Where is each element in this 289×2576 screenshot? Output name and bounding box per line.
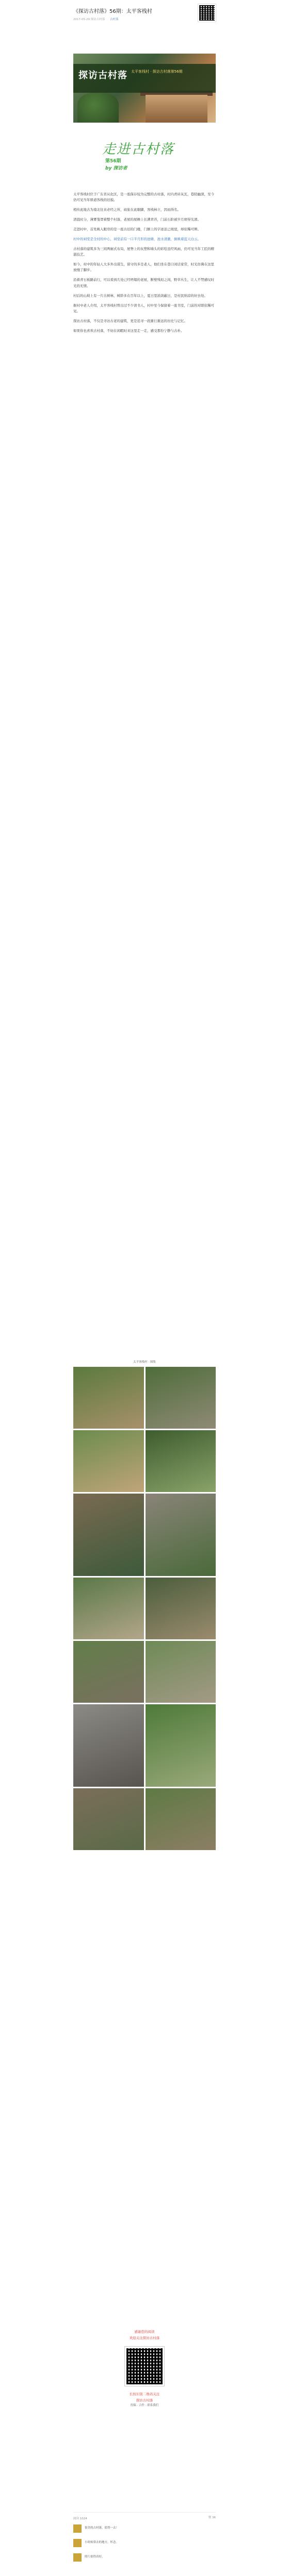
calligraphy-script: 走进古村落	[102, 142, 175, 157]
banner-image	[73, 54, 216, 123]
comment-list	[73, 2524, 216, 2568]
photo[interactable]	[73, 1494, 144, 1576]
footer-line: 欢迎关注探访古村落	[129, 2336, 160, 2341]
wall-image	[146, 95, 207, 123]
photo[interactable]	[146, 1578, 216, 1639]
photo[interactable]	[146, 1430, 216, 1492]
comment-item	[73, 2539, 216, 2547]
paragraph: 如果你也喜欢古村落，不妨在闲暇时来这里走一走，感受那份宁静与古朴。	[73, 328, 184, 333]
paragraph: 村中的祠堂是全村的中心，祠堂前有一口半月形的池塘，池水清澈，倒映着蓝天白云。	[73, 237, 201, 242]
like-button[interactable]: 赞 36	[208, 2516, 216, 2519]
avatar	[73, 2524, 82, 2533]
comment-text: 小时候常去的地方，怀念。	[85, 2541, 119, 2545]
paragraph: 清晨时分，薄雾笼罩着整个村落，老屋的屋檐上长满青苔，门前石阶被岁月磨得光滑。	[73, 217, 201, 222]
comment-text: 很美的古村落，值得一去！	[85, 2527, 119, 2530]
paragraph: 走进村中，首先映入眼帘的是一座古旧的门楼，门额上的字迹虽已斑驳，却依稀可辨。	[73, 227, 201, 232]
paragraph: 太平客栈村位于广东省从化区，是一座保存较为完整的古村落，村内青砖灰瓦，巷陌幽深，至今仍可见当年驿道客栈的旧貌。	[73, 192, 214, 202]
qr-code-icon[interactable]	[198, 4, 216, 22]
banner-title: 探访古村落	[78, 70, 127, 81]
article-date: 2017-05-29 探访古村落	[73, 18, 105, 21]
photo[interactable]	[146, 1788, 216, 1850]
paragraph: 沿着青石板路前行，可以看到几处已经坍塌的老屋，断壁残垣之间，野草丛生，让人不禁感叹时光的无情。	[73, 278, 214, 288]
photo[interactable]	[73, 1788, 144, 1850]
photo[interactable]	[146, 1494, 216, 1576]
divider	[73, 2512, 216, 2513]
photo[interactable]	[73, 1641, 144, 1703]
account-link[interactable]: 古村落	[109, 18, 119, 21]
photo[interactable]	[73, 1430, 144, 1492]
banner-subtitle: 太平客栈村 · 探访古村落第56期	[131, 70, 183, 74]
comment-text: 照片拍得真好。	[85, 2555, 105, 2559]
photo-gallery	[73, 1360, 216, 1850]
paragraph: 探访古村落，不仅是寻访古老的建筑，更是追寻一段渐行渐远的历史与记忆。	[73, 318, 187, 323]
paragraph: 如今，村中的年轻人大多外出谋生，留守的多是老人，他们坐在巷口闲话家常，时光仿佛在这里放慢了脚步。	[73, 262, 214, 273]
article-body	[73, 192, 216, 338]
photo[interactable]	[146, 1641, 216, 1703]
footer-line: 长按识别二维码关注	[129, 2392, 160, 2396]
avatar	[73, 2539, 82, 2547]
photo-grid	[73, 1367, 216, 1850]
photo[interactable]	[73, 1704, 144, 1787]
gallery-caption: 太平客栈村 · 图集	[133, 1361, 156, 1364]
photo[interactable]	[73, 1578, 144, 1639]
article-footer	[73, 2329, 216, 2409]
paragraph: 村后的山坡上有一片古树林，树龄多在百年以上，夏日里浓荫蔽日，是村民纳凉的好去处。	[73, 293, 207, 298]
comment-item	[73, 2553, 216, 2562]
avatar	[73, 2553, 82, 2562]
paragraph: 相传此地古为南北往来必经之所，商旅在此歇脚，客栈林立，因而得名。	[73, 208, 181, 212]
article-title: 《探访古村落》56期：太平客栈村	[73, 9, 152, 14]
calligraphy-line1: 第56期	[105, 159, 121, 164]
footer-line: 探访古村落	[136, 2398, 153, 2403]
photo[interactable]	[146, 1367, 216, 1429]
article-meta	[73, 18, 118, 22]
comment-item	[73, 2524, 216, 2533]
tree-image	[77, 93, 119, 123]
calligraphy-header	[73, 128, 216, 190]
paragraph: 据村中老人介绍，太平客栈村曾出过不少读书人，村中至今保留着一座书室，门前的对联依稀可见。	[73, 303, 214, 313]
photo[interactable]	[146, 1704, 216, 1787]
qr-code-icon[interactable]	[125, 2347, 164, 2386]
paragraph: 古村落的建筑多为三间两廊式布局，屋脊上的灰塑和墙头的彩绘虽经风雨，仍可见当年工匠的精湛技艺。	[73, 247, 214, 257]
article	[73, 0, 216, 2559]
photo[interactable]	[73, 1367, 144, 1429]
footer-contact: 投稿 · 合作 · 联系我们	[130, 2404, 159, 2408]
read-count: 阅读 1024	[73, 2517, 87, 2520]
footer-line: 感谢您的阅读	[134, 2330, 155, 2334]
article-header	[73, 0, 216, 36]
calligraphy-line2: by 探访者	[105, 166, 127, 171]
stats-row	[73, 2509, 216, 2521]
